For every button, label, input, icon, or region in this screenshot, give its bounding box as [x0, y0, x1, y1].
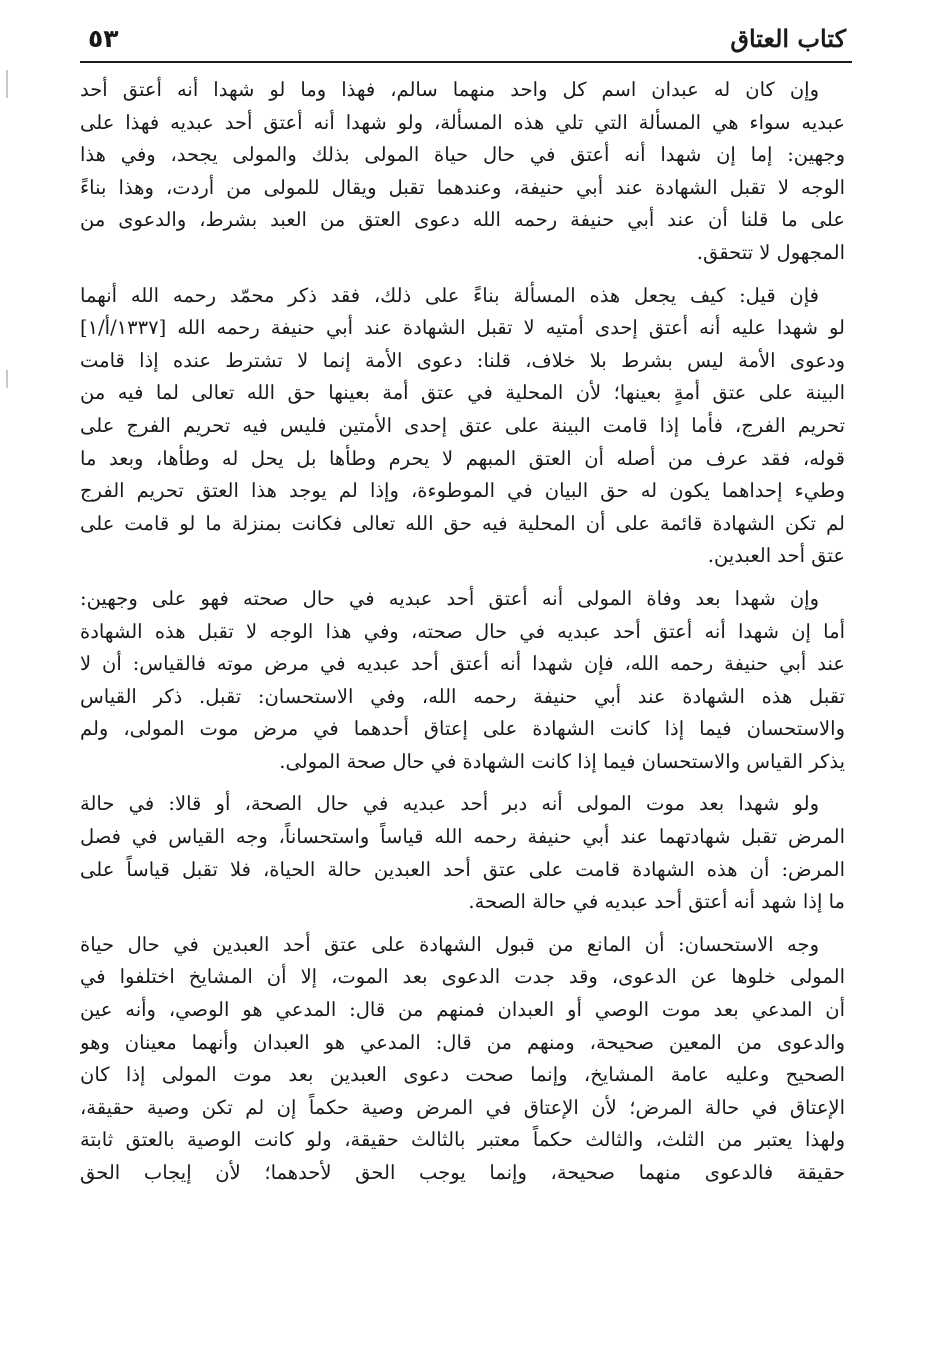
text-line: البينة على عتق أمةٍ بعينها؛ لأن المحلية في عتق أمة بعينها حق الله تعالى لما فيه من [80, 381, 845, 405]
text-line: تقبل هذه الشهادة عند أبي حنيفة رحمه الله، وفي الاستحسان: تقبل. ذكر القياس [80, 684, 845, 708]
body-text [80, 74, 845, 1200]
paragraph [80, 929, 845, 1190]
text-line: على ما قلنا أن عند أبي حنيفة رحمه الله دعوى العتق من العبد بشرط، والدعوى من [80, 208, 845, 232]
text-line: وطيء إحداهما يكون له حق البيان في الموطوءة، وإذا لم يوجد هذا العتق تحريم الفرج [80, 479, 845, 503]
text-line: تحريم الفرج، فأما إذا قامت البينة على عتق إحدى الأمتين فليس فيه تحريم الفرج على [80, 413, 845, 437]
text-line: الإعتاق في حالة المرض؛ لأن الإعتاق في المرض وصية حكماً إن لم تكن وصية حقيقة، [80, 1095, 845, 1119]
text-line: والاستحسان فيما إذا كانت الشهادة على إعتاق أحدهما في مرض موت المولى، ولم [80, 717, 845, 741]
text-line: المجهول لا تتحقق. [696, 240, 845, 264]
text-line: أما إن شهدا أنه أعتق أحد عبديه في حال صحته، وفي هذا الوجه لا تقبل هذه الشهادة [80, 619, 845, 643]
paragraph [80, 583, 845, 779]
text-line: ولهذا يعتبر من الثلث، والثالث حكماً معتبر بالثالث حقيقة، ولو كانت الوصية بالعتق ثابتة [80, 1128, 845, 1152]
text-line: لو شهدا عليه أنه أعتق إحدى أمتيه لا تقبل الشهادة عند أبي حنيفة رحمه الله [١٣٣٧/أ/١] [80, 316, 845, 340]
text-line: المرض تقبل شهادتهما عند أبي حنيفة رحمه الله قياساً واستحساناً، وجه القياس في فصل [80, 825, 845, 849]
text-line: والدعوى من المعين صحيحة، ومنهم من قال: المدعي هو العبدان وأنهما معينان وهو [80, 1030, 845, 1054]
paragraph [80, 280, 845, 573]
paragraph [80, 74, 845, 270]
text-line: أن المدعي بعد موت الوصي أو العبدان فمنهم من قال: المدعي هو الوصي، وأنه عين [80, 998, 845, 1022]
text-line: ودعوى الأمة ليس بشرط بلا خلاف، قلنا: دعوى الأمة إنما لا تشترط عنده إذا قامت [80, 348, 845, 372]
text-line: ما إذا شهد أنه أعتق أحد عبديه في حالة الصحة. [468, 890, 845, 914]
text-line: لم تكن الشهادة قائمة على أن المحلية فيه حق الله تعالى فكانت بمنزلة ما لو قامت على [80, 511, 845, 535]
paragraph [80, 788, 845, 918]
text-line: المرض: أن هذه الشهادة قامت على عتق أحد العبدين حالة الحياة، فلا تقبل قياساً على [80, 857, 845, 881]
text-line: وإن شهدا بعد وفاة المولى أنه أعتق أحد عبديه في حال صحته فهو على وجهين: [80, 586, 819, 610]
text-line: يذكر القياس والاستحسان فيما إذا كانت الشهادة في حال صحة المولى. [279, 749, 845, 773]
text-line: حقيقة فالدعوى منهما صحيحة، وإنما يوجب الحق لأحدهما؛ لأن إيجاب الحق [80, 1161, 845, 1184]
text-line: وجهين: إما إن شهدا أنه أعتق في حال حياة المولى بذلك والمولى يجحد، وفي هذا [80, 143, 845, 167]
text-line: فإن قيل: كيف يجعل هذه المسألة بناءً على ذلك، فقد ذكر محمّد رحمه الله أنهما [80, 283, 819, 307]
text-line: عند أبي حنيفة رحمه الله، فإن شهدا أنه أعتق أحد عبديه في مرض موته فالقياس: أن لا [80, 652, 845, 676]
text-line: الصحيح وعليه عامة المشايخ، وإنما صحت دعوى العبدين بعد موت المولى إذا كان [80, 1063, 845, 1087]
header-rule [80, 61, 852, 63]
text-line: المولى خلوها عن الدعوى، وقد جدت الدعوى بعد الموت، إلا أن المشايخ اختلفوا في [80, 965, 845, 989]
text-line: عتق أحد العبدين. [707, 544, 845, 568]
page-number: ٥٣ [88, 24, 119, 53]
text-line: وجه الاستحسان: أن المانع من قبول الشهادة على عتق أحد العبدين في حال حياة [80, 932, 819, 956]
chapter-title: كتاب العتاق [730, 24, 846, 53]
scan-margin-mark [6, 370, 8, 388]
scan-margin-mark [6, 70, 8, 98]
text-line: وإن كان له عبدان اسم كل واحد منهما سالم، فهذا وما لو شهدا أنه أعتق أحد [80, 78, 819, 101]
text-line: الوجه لا تقبل الشهادة عند أبي حنيفة، وعندهما تقبل ويقال للمولى من أردت، وهذا بناءً [80, 175, 845, 199]
text-line: عبديه سواء هي المسألة التي تلي هذه المسألة، ولو شهدا أنه أعتق أحد عبديه فهذا على [80, 110, 845, 134]
text-line: ولو شهدا بعد موت المولى أنه دبر أحد عبديه في حال الصحة، أو قالا: في حالة [80, 792, 819, 816]
text-line: قوله، فقد عرف من أصله أن العتق المبهم لا يحرم وطأها بل يحل له وطأها، وبعد ما [80, 446, 845, 470]
running-header [80, 18, 860, 60]
